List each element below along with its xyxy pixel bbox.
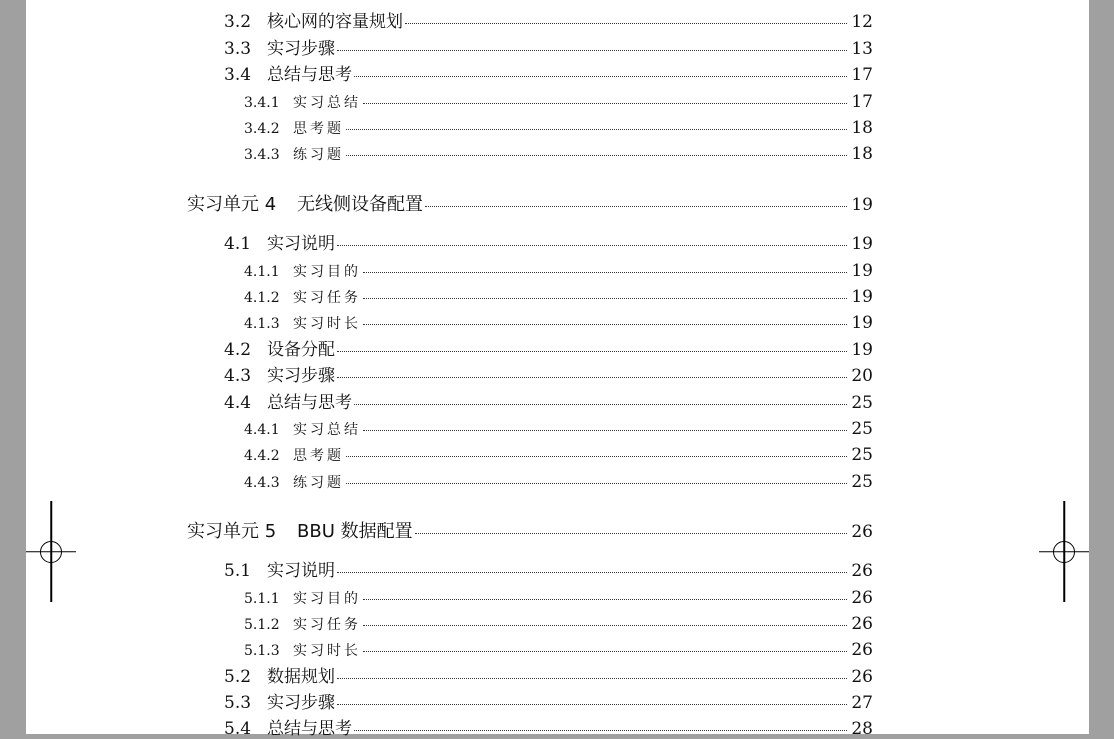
toc-title: 实习任务: [293, 617, 361, 633]
toc-leader: [346, 155, 847, 156]
toc-number: 4.4.3: [244, 475, 280, 491]
toc-page-number: 25: [851, 419, 873, 439]
toc-entry-4-4[interactable]: [224, 395, 873, 412]
toc-leader: [363, 599, 847, 600]
toc-title: 实习目的: [293, 264, 361, 280]
toc-title: 总结与思考: [267, 719, 352, 739]
toc-title: 实习时长: [293, 643, 361, 659]
toc-entry-4-2[interactable]: [224, 342, 873, 359]
toc-page-number: 26: [851, 614, 873, 634]
toc-title: 练习题: [293, 147, 344, 163]
toc-number: 5.1: [224, 561, 252, 581]
toc-page-number: 26: [851, 588, 873, 608]
registration-mark-right-icon: [1039, 501, 1089, 602]
toc-title: 思考题: [293, 448, 344, 464]
toc-leader: [363, 651, 847, 652]
toc-entry-5-1[interactable]: [224, 563, 873, 580]
toc-title: 实习说明: [267, 234, 335, 254]
toc-title: 实习总结: [293, 422, 361, 438]
toc-entry-5-1-1[interactable]: [244, 590, 873, 607]
toc-leader: [337, 704, 847, 705]
toc-page-number: 25: [851, 472, 873, 492]
toc-entry-4-3[interactable]: [224, 368, 873, 385]
toc-title: 实习步骤: [267, 366, 335, 386]
toc-leader: [363, 103, 847, 104]
toc-leader: [337, 678, 847, 679]
toc-entry-5-1-2[interactable]: [244, 616, 873, 633]
toc-unit-4[interactable]: [187, 196, 873, 214]
toc-page-number: 19: [851, 287, 873, 307]
toc-title: 实习时长: [293, 316, 361, 332]
toc-number: 5.3: [224, 693, 252, 713]
toc-page-number: 18: [851, 118, 873, 138]
toc-number: 4.4.1: [244, 422, 280, 438]
toc-leader: [337, 245, 847, 246]
toc-number: 5.1.3: [244, 643, 280, 659]
toc-number: 4.4.2: [244, 448, 280, 464]
toc-number: 3.2: [224, 12, 252, 32]
toc-page-number: 26: [851, 640, 873, 660]
toc-number: 5.1.2: [244, 617, 280, 633]
toc-leader: [405, 23, 847, 24]
toc-unit-number: 实习单元 4: [187, 194, 277, 215]
toc-number: 4.1.1: [244, 264, 280, 280]
toc-number: 5.1.1: [244, 591, 280, 607]
toc-page-number: 28: [851, 719, 873, 739]
toc-page-number: 19: [851, 261, 873, 281]
toc-entry-5-4[interactable]: [224, 721, 873, 738]
toc-entry-4-4-2[interactable]: [244, 447, 873, 464]
toc-leader: [337, 351, 847, 352]
toc-title: 实习步骤: [267, 693, 335, 713]
toc-leader: [415, 533, 848, 534]
toc-leader: [337, 377, 847, 378]
toc-entry-3-4[interactable]: [224, 67, 873, 84]
toc-entry-4-4-1[interactable]: [244, 421, 873, 438]
toc-number: 3.4.1: [244, 95, 280, 111]
registration-mark-left-icon: [26, 501, 76, 602]
toc-number: 4.4: [224, 393, 252, 413]
toc-entry-4-1-3[interactable]: [244, 315, 873, 332]
toc-unit-number: 实习单元 5: [187, 521, 277, 542]
toc-page-number: 26: [851, 667, 873, 687]
toc-title: 设备分配: [267, 340, 335, 360]
toc-title: 实习任务: [293, 290, 361, 306]
toc-entry-5-2[interactable]: [224, 669, 873, 686]
toc-page-number: 19: [851, 234, 873, 254]
toc-entry-5-1-3[interactable]: [244, 642, 873, 659]
toc-leader: [363, 430, 847, 431]
toc-page-number: 25: [851, 393, 873, 413]
toc-page-number: 26: [851, 561, 873, 581]
toc-title: 实习说明: [267, 561, 335, 581]
toc-leader: [346, 129, 847, 130]
toc-page-number: 17: [851, 65, 873, 85]
toc-entry-3-4-2[interactable]: [244, 120, 873, 137]
toc-page-number: 12: [851, 12, 873, 32]
toc-number: 5.2: [224, 667, 252, 687]
toc-entry-3-2[interactable]: [224, 14, 873, 31]
toc-page-number: 26: [851, 522, 873, 542]
toc-page-number: 20: [851, 366, 873, 386]
toc-number: 4.3: [224, 366, 252, 386]
toc-page-number: 19: [851, 340, 873, 360]
toc-entry-3-4-1[interactable]: [244, 94, 873, 111]
toc-number: 3.4.3: [244, 147, 280, 163]
toc-entry-4-1[interactable]: [224, 236, 873, 253]
toc-page-number: 25: [851, 445, 873, 465]
toc-title: 核心网的容量规划: [267, 12, 403, 32]
document-page: [26, 0, 1089, 739]
toc-leader: [354, 404, 847, 405]
toc-title: 思考题: [293, 121, 344, 137]
toc-entry-4-4-3[interactable]: [244, 474, 873, 491]
toc-leader: [337, 572, 847, 573]
toc-title: 实习总结: [293, 95, 361, 111]
toc-title: 数据规划: [267, 667, 335, 687]
toc-leader: [346, 483, 847, 484]
toc-number: 4.1.2: [244, 290, 280, 306]
toc-page-number: 19: [851, 313, 873, 333]
toc-leader: [363, 298, 847, 299]
toc-leader: [363, 324, 847, 325]
toc-number: 4.2: [224, 340, 252, 360]
toc-leader: [354, 730, 847, 731]
toc-unit-title: 无线侧设备配置: [297, 194, 423, 215]
toc-unit-5[interactable]: [187, 523, 873, 541]
toc-title: 练习题: [293, 475, 344, 491]
toc-unit-title: BBU 数据配置: [297, 521, 413, 542]
toc-page-number: 19: [851, 195, 873, 215]
toc-number: 4.1.3: [244, 316, 280, 332]
toc-leader: [346, 456, 847, 457]
toc-title: 实习目的: [293, 591, 361, 607]
toc-title: 总结与思考: [267, 65, 352, 85]
toc-title: 实习步骤: [267, 39, 335, 59]
toc-page-number: 17: [851, 92, 873, 112]
toc-page-number: 27: [851, 693, 873, 713]
toc-number: 3.4: [224, 65, 252, 85]
toc-leader: [363, 625, 847, 626]
toc-entry-3-4-3[interactable]: [244, 146, 873, 163]
toc-entry-5-3[interactable]: [224, 695, 873, 712]
toc-number: 3.4.2: [244, 121, 280, 137]
toc-page-number: 18: [851, 144, 873, 164]
toc-entry-4-1-2[interactable]: [244, 289, 873, 306]
toc-title: 总结与思考: [267, 393, 352, 413]
toc-leader: [363, 272, 847, 273]
toc-leader: [354, 76, 847, 77]
toc-leader: [337, 50, 847, 51]
toc-number: 3.3: [224, 39, 252, 59]
toc-number: 5.4: [224, 719, 252, 739]
toc-page-number: 13: [851, 39, 873, 59]
toc-leader: [425, 206, 847, 207]
toc-entry-3-3[interactable]: [224, 41, 873, 58]
toc-entry-4-1-1[interactable]: [244, 263, 873, 280]
toc-number: 4.1: [224, 234, 252, 254]
